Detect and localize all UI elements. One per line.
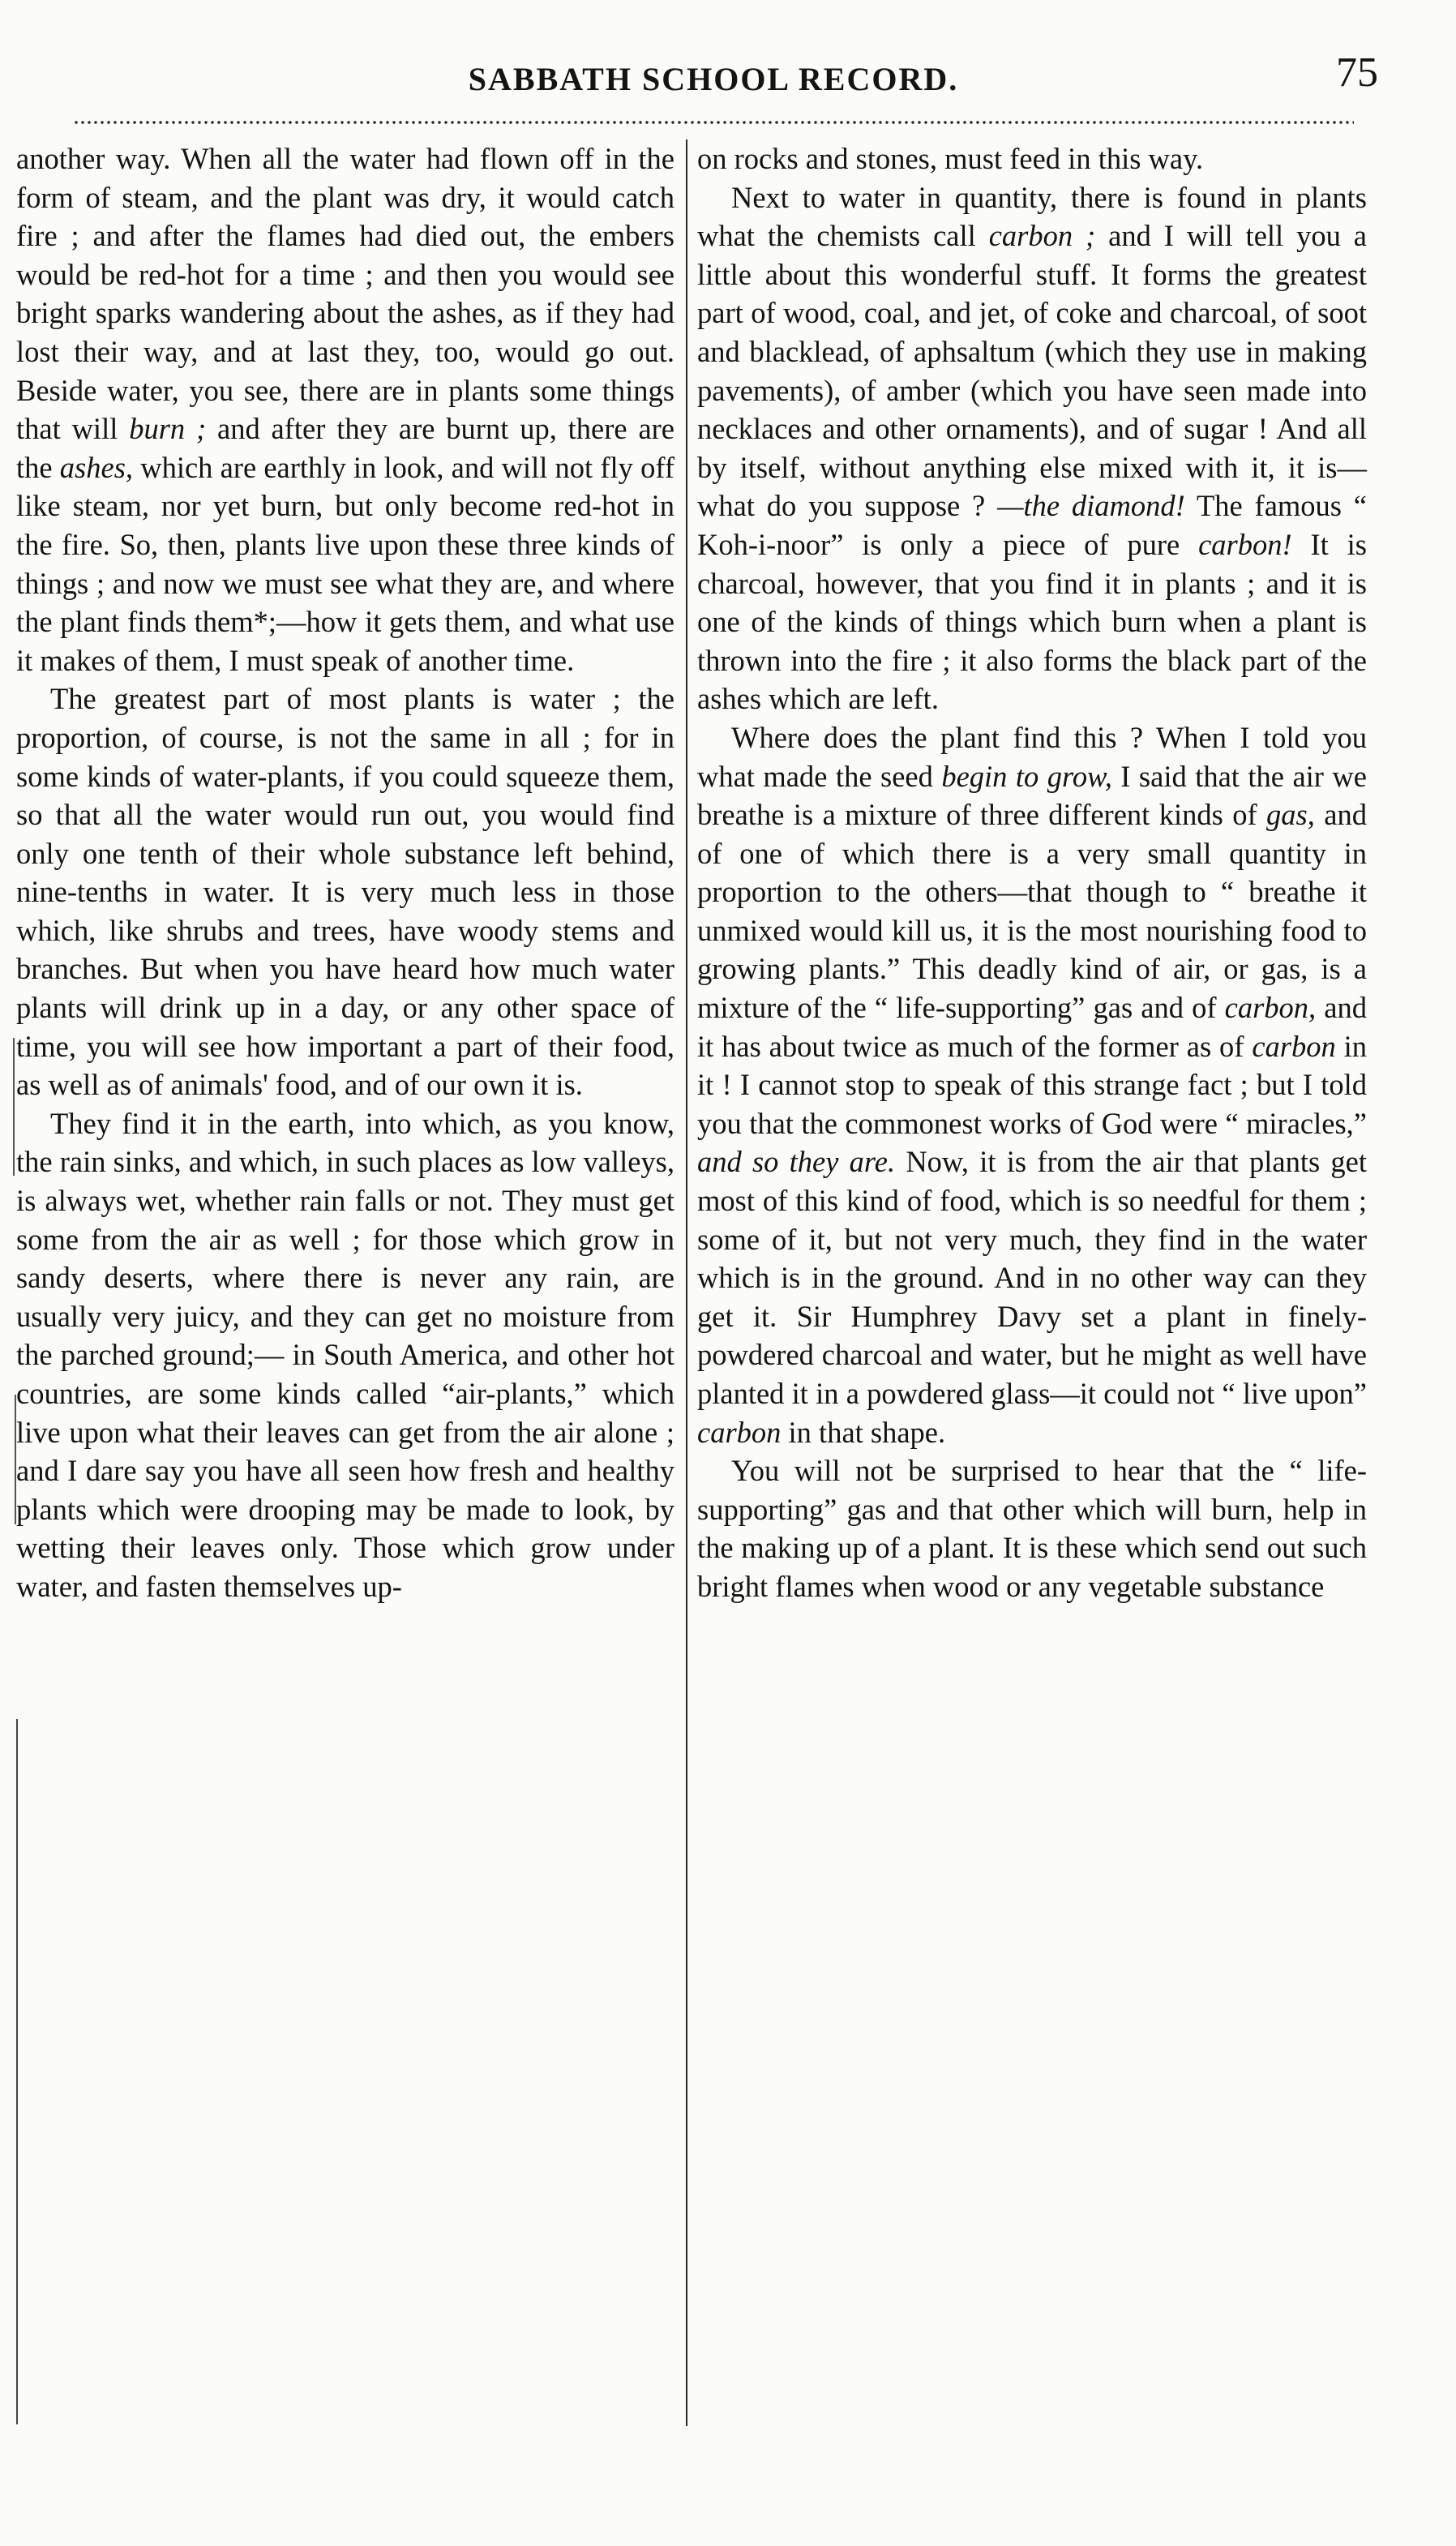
right-paragraph-2: Next to water in quantity, there is found in plants what the chemists call carbon ; and I will tell you a little about this wonderful stuff. It forms the greatest part of wood, coal, and jet, of coke and charcoal, of soot and blacklead, of aphsaltum (which they use in making pavements), of amber (which you have seen made into necklaces and other ornaments), and of sugar ! And all by itself, without anything else mixed with it, it is—what do you suppose ? —the diamond! The famous “ Koh-i-noor” is only a piece of pure carbon! It is charcoal, however, that you find it in plants ; and it is one of the kinds of things which burn when a plant is thrown into the fire ; it also forms the black part of the ashes which are left. [697, 180, 1367, 716]
left-paragraph-1: another way. When all the water had flown off in the form of steam, and the plant was dry, it would catch fire ; and after the flames had died out, the embers would be red-hot for a time ; and then you would see bright sparks wandering about the ashes, as if they had lost their way, and at last they, too, would go out. Beside water, you see, there are in plants some things that will burn ; and after they are burnt up, there are the ashes, which are earthly in look, and will not fly off like steam, nor yet burn, but only become red-hot in the fire. So, then, plants live upon these three kinds of things ; and now we must see what they are, and where the plant finds them*;—how it gets them, and what use it makes of them, I must speak of another time. [16, 142, 675, 677]
running-title: SABBATH SCHOOL RECORD. [468, 61, 959, 97]
left-column [16, 139, 674, 1606]
right-paragraph-3: Where does the plant find this ? When I told you what made the seed begin to grow, I said that the air we breathe is a mixture of three different kinds of gas, and of one of which there is a very small quantity in proportion to the others—that though to “ breathe it unmixed would kill us, it is the most nourishing food to growing plants.” This deadly kind of air, or gas, is a mixture of the “ life-supporting” gas and of carbon, and it has about twice as much of the former as of carbon in it ! I cannot stop to speak of this strange fact ; but I told you that the commonest works of God were “ miracles,” and so they are. Now, it is from the air that plants get most of this kind of food, which is so needful for them ; some of it, but not very much, they find in the water which is in the ground. And in no other way can they get it. Sir Humphrey Davy set a plant in finely-powdered charcoal and water, but he might as well have planted it in a powdered glass—it could not “ live upon” carbon in that shape. [697, 720, 1368, 1449]
left-paragraph-2: The greatest part of most plants is water ; the proportion, of course, is not the same in all ; for in some kinds of water-plants, if you could squeeze them, so that all the water would run out, you would find only one tenth of their whole substance left behind, nine-tenths in water. It is very much less in those which, like shrubs and trees, have woody stems and branches. But when you have heard how much water plants will drink up in a day, or any other space of time, you will see how important a part of their food, as well as of animals' food, and of our own it is. [16, 682, 674, 1102]
column-divider [686, 139, 687, 2426]
right-column [697, 139, 1367, 1606]
page-header [32, 49, 1378, 123]
margin-rule [16, 1719, 18, 2424]
right-paragraph-4: You will not be surprised to hear that the “ life-supporting” gas and that other which will burn, help in the making up of a plant. It is these which send out such bright flames when wood or any vegetable substance [697, 1454, 1367, 1603]
left-paragraph-3: They find it in the earth, into which, as you know, the rain sinks, and which, in such places as low valleys, is always wet, whether rain falls or not. They must get some from the air as well ; for those which grow in sandy deserts, where there is never any rain, are usually very juicy, and they can get no moisture from the parched ground;— in South America, and other hot countries, are some kinds called “air-plants,” which live upon what their leaves can get from the air alone ; and I dare say you have all seen how fresh and healthy plants which were drooping may be made to look, by wetting their leaves only. Those which grow under water, and fasten themselves up- [16, 1106, 674, 1603]
header-wavy-rule [73, 120, 1354, 125]
margin-rule [15, 1395, 16, 1524]
margin-rule [13, 1038, 15, 1176]
page-number: 75 [1336, 49, 1378, 96]
right-paragraph-1: on rocks and stones, must feed in this way. [697, 142, 1204, 175]
